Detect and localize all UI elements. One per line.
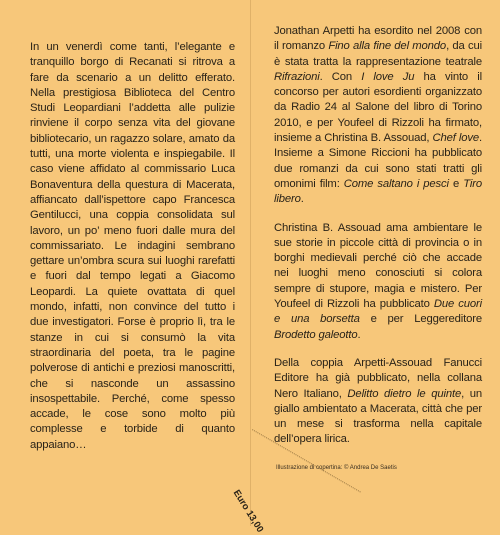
assouad-bio: Christina B. Assouad ama ambientare le sue storie in piccole città di provincia o in borghi medievali perché ciò che accade nei luoghi meno conosciuti si colora sempre di stupore, magia e mistero. Per Youfeel di Rizzoli ha pubblicato Due cuori e una borsetta e per Leggereditore Brodetto galeotto. <box>274 221 482 341</box>
fold-line <box>250 0 251 526</box>
book-title: Come saltano i pesci <box>343 177 449 190</box>
cover-illustration-credit: Illustrazione di copertina: © Andrea De Saetis <box>276 465 397 471</box>
back-flap-text <box>274 24 482 461</box>
book-title: Brodetto galeotto <box>274 328 358 341</box>
publisher-note: Della coppia Arpetti-Assouad Fanucci Editore ha già pubblicato, nella collana Nero Italiano, Delitto dietro le quinte, un giallo ambientato a Macerata, città che per un mese si trasforma nella capitale dell’opera lirica. <box>274 356 483 446</box>
book-title: Rifrazioni <box>274 70 320 83</box>
synopsis-paragraph: In un venerdì come tanti, l’elegante e tranquillo borgo di Recanati si ritrova a fare da scenario a un delitto efferato. Nella prestigiosa Biblioteca del Centro Studi Leopardiani l’addetta alle pulizie rinviene il corpo senza vita del giovane bibliotecario, un ragazzo solare, amato da tutti, una morte violenta e inspiegabile. Il caso viene affidato al commissario Luca Bonaventura della questura di Macerata, affiancato dall’ispettore capo Francesca Gentilucci, una coppia consolidata sul lavoro, un po’ meno fuori dalle mura del commissariato. Le indagini sembrano gettare un’ombra scura sui luoghi rarefatti e fuori dal tempo legati a Giacomo Leopardi. La quiete ovattata di quel mondo, infatti, non convince del tutto i due investigatori. Forse è proprio lì, tra le stanze in cui si consumò la vita straordinaria del poeta, tra le pagine polverose di antichi e preziosi manoscritti, che si nasconde un assassino insospettabile. Perché, come spesso accade, le cose sono molto più complesse e torbide di quanto appaiano… <box>30 41 235 451</box>
book-title: Delitto dietro le quinte <box>347 387 462 400</box>
book-title: Chef love <box>432 132 479 145</box>
arpetti-bio: Jonathan Arpetti ha esordito nel 2008 con il romanzo Fino alla fine del mondo, da cui è stata tratta la rappresentazione teatrale Rifrazioni. Con I love Ju ha vinto il concorso per autori esordienti organizzato da Radio 24 al Salone del libro di Torino 2010, e per Youfeel di Rizzoli ha firmato, insieme a Christina B. Assouad, Chef love. Insieme a Simone Riccioni ha pubblicato due romanzi da cui sono stati tratti gli omonimi film: Come saltano i pesci e Tiro libero. <box>274 25 482 206</box>
book-title: Fino alla fine del mondo <box>328 40 447 53</box>
price-label: Euro 13,00 <box>230 488 266 535</box>
book-title: Tiro libero <box>274 177 482 206</box>
front-flap-text <box>30 40 235 453</box>
book-title: Due cuori e una borsetta <box>274 298 482 326</box>
book-title: I love Ju <box>361 70 415 83</box>
